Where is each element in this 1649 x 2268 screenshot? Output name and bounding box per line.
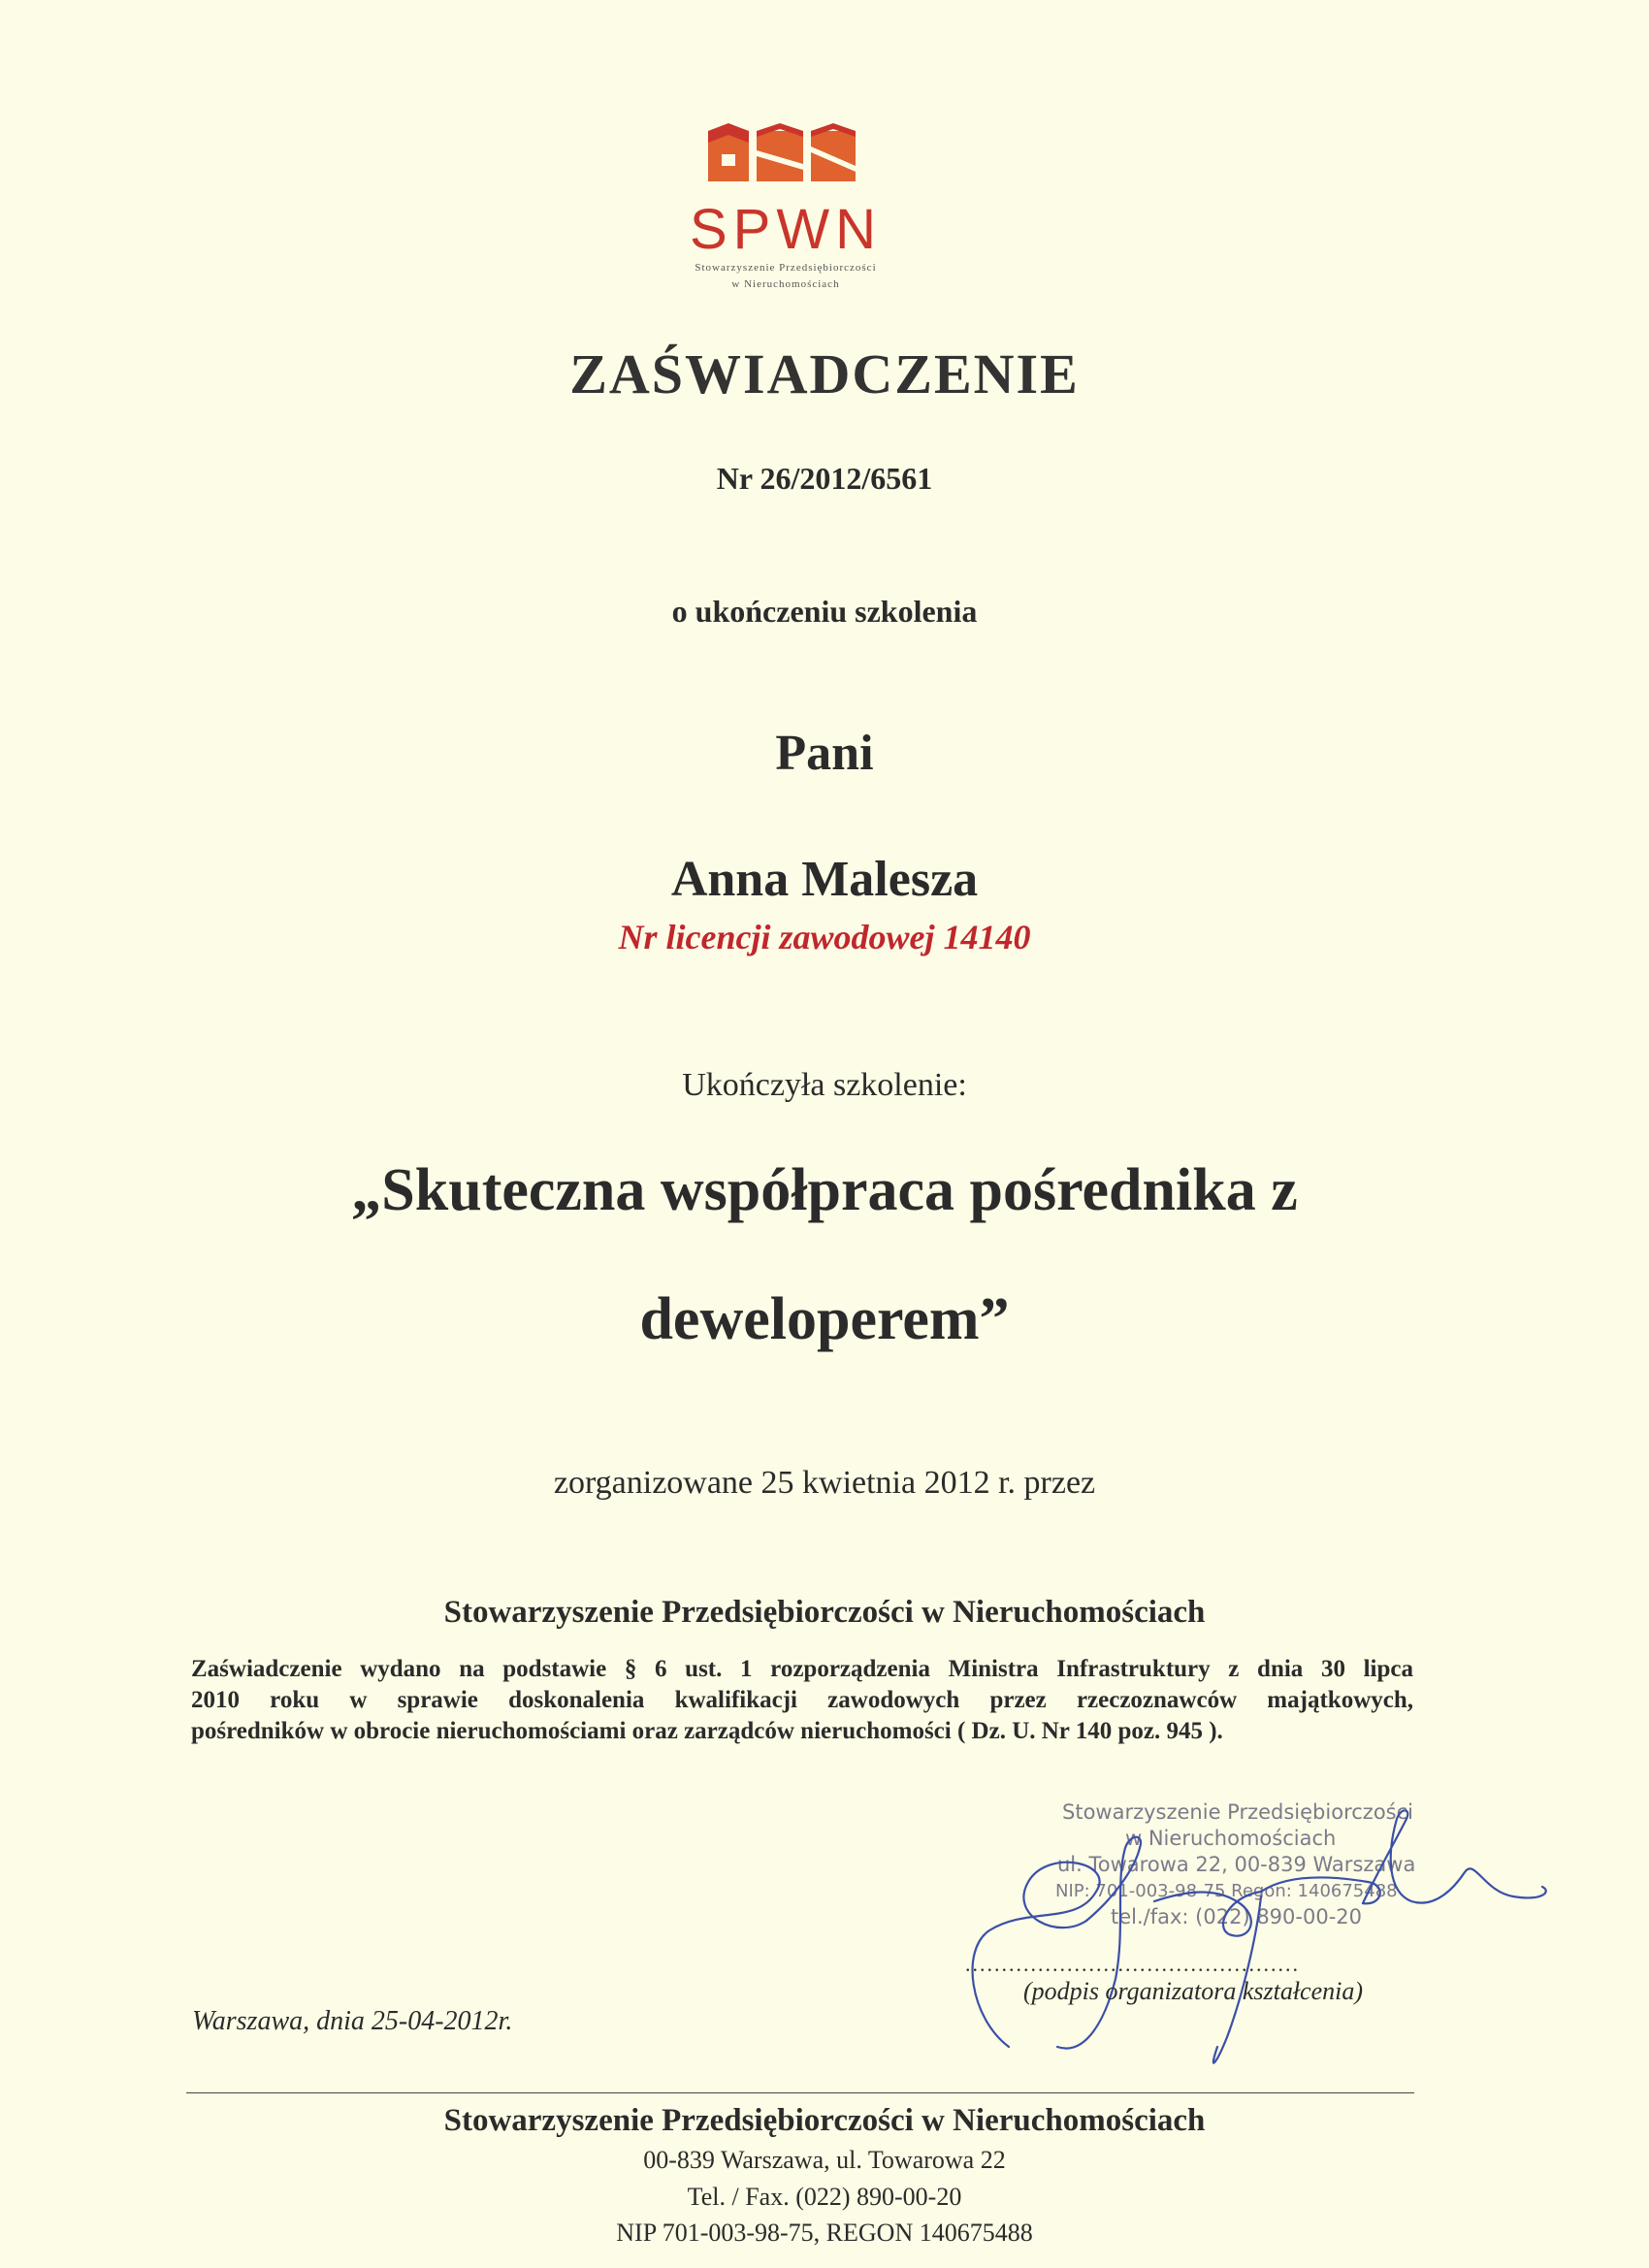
completed-label: Ukończyła szkolenie:	[682, 1067, 967, 1103]
footer-organization: Stowarzyszenie Przedsiębiorczości w Nieruchomościach	[443, 2103, 1206, 2138]
legal-basis	[191, 1654, 1413, 1747]
spwn-logo	[640, 121, 931, 301]
organization-stamp	[1057, 1799, 1445, 1930]
logo-subtitle-line2: w Nieruchomościach	[731, 278, 840, 290]
footer-ids: NIP 701-003-98-75, REGON 140675488	[616, 2219, 1033, 2247]
logo-name: SPWN	[690, 198, 882, 261]
legal-basis-line: 2010 roku w sprawie doskonalenia kwalifikacji zawodowych przez rzeczoznawców majątkowych,	[191, 1687, 1413, 1713]
person-name: Anna Malesza	[670, 852, 979, 907]
legal-basis-line: pośredników w obrocie nieruchomościami oraz zarządców nieruchomości ( Dz. U. Nr 140 poz. 945 ).	[191, 1718, 1223, 1744]
signature-caption: (podpis organizatora kształcenia)	[1022, 1977, 1364, 2005]
organized-text: zorganizowane 25 kwietnia 2012 r. przez	[553, 1465, 1096, 1501]
logo-subtitle-line1: Stowarzyszenie Przedsiębiorczości	[695, 262, 877, 274]
stamp-line: w Nieruchomościach	[1125, 1827, 1337, 1850]
salutation: Pani	[775, 726, 874, 781]
footer-divider	[186, 2092, 1414, 2093]
legal-basis-line: Zaświadczenie wydano na podstawie § 6 ust. 1 rozporządzenia Ministra Infrastruktury z dnia 30 lipca	[191, 1656, 1413, 1682]
certificate-number: Nr 26/2012/6561	[716, 461, 933, 496]
house-roofs-icon	[640, 121, 931, 199]
footer-address: 00-839 Warszawa, ul. Towarowa 22	[643, 2146, 1006, 2174]
footer-phone: Tel. / Fax. (022) 890-00-20	[687, 2183, 962, 2211]
course-title-line1: „Skuteczna współpraca pośrednika z	[351, 1157, 1298, 1223]
stamp-line: NIP: 701-003-98-75 Regon: 140675488	[1055, 1881, 1398, 1901]
stamp-line: ul. Towarowa 22, 00-839 Warszawa	[1057, 1853, 1416, 1876]
document-title: ZAŚWIADCZENIE	[569, 342, 1080, 405]
organizer-name: Stowarzyszenie Przedsiębiorczości w Nieruchomościach	[443, 1595, 1206, 1630]
place-and-date: Warszawa, dnia 25-04-2012r.	[192, 2006, 513, 2036]
certificate-subtitle: o ukończeniu szkolenia	[671, 594, 978, 629]
stamp-line: Stowarzyszenie Przedsiębiorczości	[1062, 1800, 1413, 1824]
course-title-line2: deweloperem”	[639, 1286, 1010, 1352]
license-number: Nr licencji zawodowej 14140	[618, 918, 1031, 956]
stamp-line: tel./fax: (022) 890-00-20	[1111, 1905, 1363, 1928]
signature-dotted-line: ..............................................	[965, 1952, 1300, 1976]
